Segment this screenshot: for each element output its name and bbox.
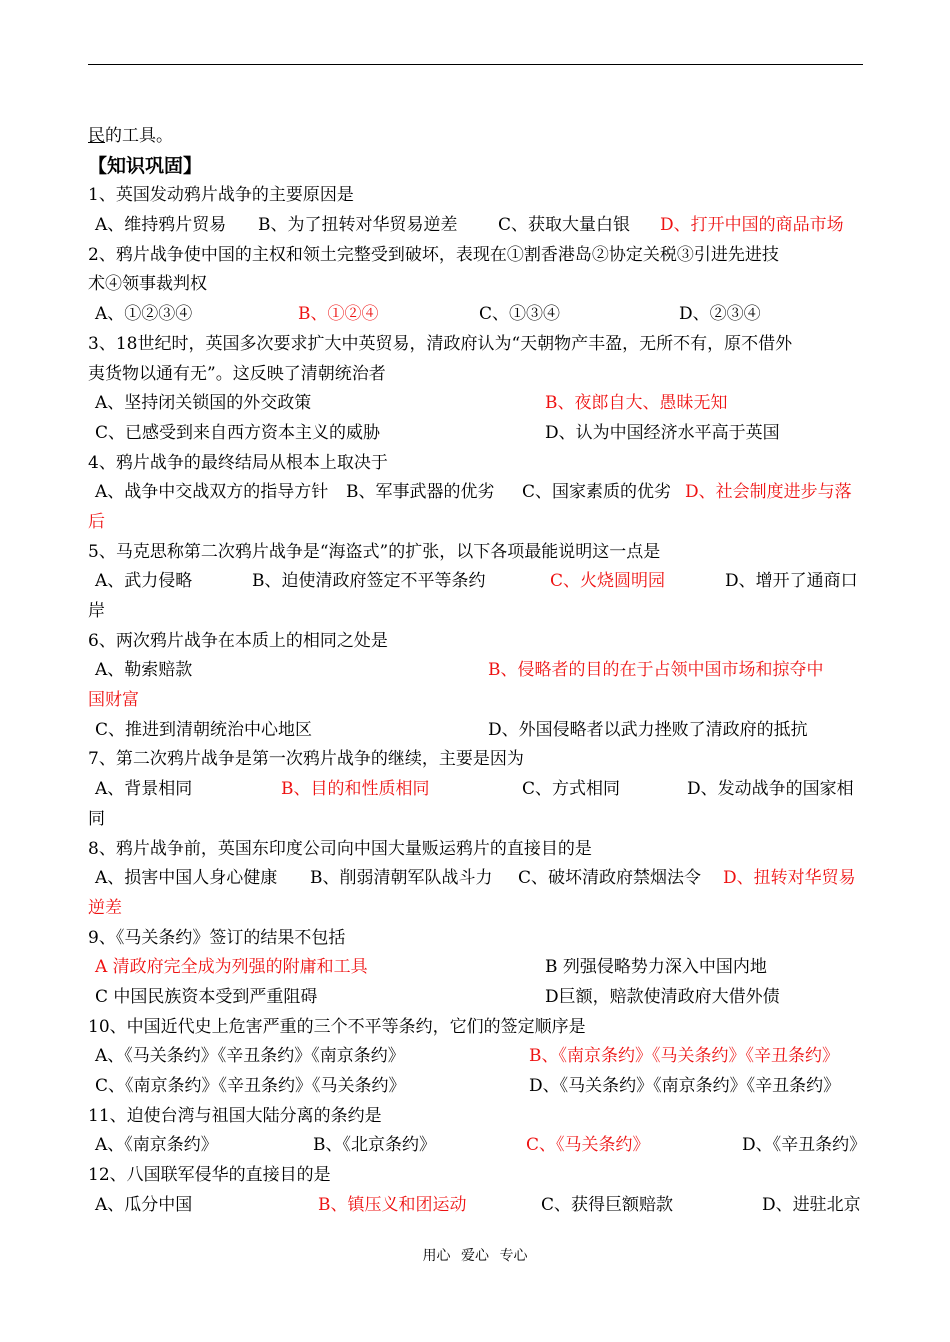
section-title: 【知识巩固】 (88, 154, 203, 177)
option-b-answer: B、目的和性质相同 (281, 779, 430, 800)
option-d: D、发动战争的国家相 (687, 779, 854, 800)
option-a: A、瓜分中国 (95, 1194, 193, 1215)
option-d-cont: 同 (88, 808, 105, 829)
question-10-stem: 10、中国近代史上危害严重的三个不平等条约，它们的签定顺序是 (88, 1016, 586, 1037)
question-3-options-row2 (88, 419, 863, 449)
option-d-answer: D、扭转对华贸易 (723, 868, 856, 889)
option-d: D、进驻北京 (762, 1194, 861, 1215)
option-b: B 列强侵略势力深入中国内地 (545, 957, 767, 978)
option-d: D巨额，赔款使清政府大借外债 (545, 986, 780, 1007)
question-3-options-row1 (88, 389, 863, 419)
option-a: A、武力侵略 (95, 571, 193, 592)
page-footer: 用心 爱心 专心 (422, 1248, 528, 1264)
question-6-options-row1 (88, 656, 863, 686)
question-5-stem: 5、马克思称第二次鸦片战争是“海盗式”的扩张，以下各项最能说明这一点是 (88, 541, 661, 562)
option-b: B、迫使清政府签定不平等条约 (252, 571, 486, 592)
option-a: A、坚持闭关锁国的外交政策 (95, 393, 312, 414)
option-a: A、《马关条约》《辛丑条约》《南京条约》 (95, 1046, 405, 1067)
option-d: D、②③④ (679, 304, 761, 325)
question-3-stem-cont: 夷货物以通有无”。这反映了清朝统治者 (88, 363, 386, 384)
option-b-answer: B、镇压义和团运动 (318, 1194, 467, 1215)
question-6-stem: 6、两次鸦片战争在本质上的相同之处是 (88, 630, 388, 651)
option-c: C、《南京条约》《辛丑条约》《马关条约》 (95, 1076, 406, 1096)
option-b: B、削弱清朝军队战斗力 (310, 868, 493, 889)
option-c: C、①③④ (479, 304, 561, 325)
option-d: D、增开了通商口 (725, 571, 858, 592)
question-10-options-row1 (88, 1042, 863, 1072)
option-c-answer: C、《马关条约》 (526, 1135, 650, 1156)
question-2-options (88, 300, 863, 330)
question-7-options (88, 775, 863, 805)
option-c: C、获得巨额赔款 (541, 1194, 674, 1215)
question-3-stem: 3、18世纪时，英国多次要求扩大中英贸易，清政府认为“天朝物产丰盈，无所不有，原不借外 (88, 333, 793, 354)
option-b-answer: B、侵略者的目的在于占领中国市场和掠夺中 (488, 660, 824, 681)
question-9-stem: 9、《马关条约》签订的结果不包括 (88, 927, 346, 948)
option-c: C、破坏清政府禁烟法令 (518, 868, 702, 889)
option-b-answer: B、①②④ (298, 304, 379, 325)
option-a-answer: A 清政府完全成为列强的附庸和工具 (95, 957, 368, 978)
option-d: D、《马关条约》《南京条约》《辛丑条约》 (529, 1076, 841, 1096)
question-4-stem: 4、鸦片战争的最终结局从根本上取决于 (88, 452, 388, 473)
option-d: D、《辛丑条约》 (742, 1135, 867, 1156)
question-9-options-row2 (88, 983, 863, 1013)
option-d: D、认为中国经济水平高于英国 (545, 422, 780, 443)
option-c: C、已感受到来自西方资本主义的威胁 (95, 422, 381, 443)
question-2-stem-cont: 术④领事裁判权 (88, 274, 207, 295)
option-b-answer: B、《南京条约》《马关条约》《辛丑条约》 (529, 1046, 839, 1067)
question-12-stem: 12、八国联军侵华的直接目的是 (88, 1165, 331, 1186)
option-c: C、方式相同 (522, 779, 621, 800)
option-a: A、勒索赔款 (95, 660, 193, 681)
option-a: A、战争中交战双方的指导方针 (95, 482, 329, 503)
question-2-stem: 2、鸦片战争使中国的主权和领土完整受到破坏，表现在①割香港岛②协定关税③引进先进技 (88, 244, 779, 265)
option-c: C、国家素质的优劣 (522, 482, 672, 503)
option-b-answer-cont: 国财富 (88, 690, 139, 711)
option-d-answer: D、打开中国的商品市场 (660, 215, 844, 236)
intro-line: 民的工具。 (88, 126, 173, 146)
question-5-options (88, 567, 863, 597)
option-d-cont: 岸 (88, 601, 105, 621)
option-a: A、损害中国人身心健康 (95, 868, 278, 889)
option-b: B、《北京条约》 (313, 1135, 436, 1156)
option-d-answer-cont: 逆差 (88, 897, 122, 918)
question-11-options (88, 1131, 867, 1161)
question-8-options (88, 864, 863, 894)
option-a: A、维持鸦片贸易 (95, 215, 227, 236)
question-9-options-row1 (88, 953, 863, 983)
question-1-stem: 1、英国发动鸦片战争的主要原因是 (88, 185, 354, 206)
question-6-options-row2 (88, 716, 863, 746)
document-body (88, 122, 867, 1220)
header-rule (88, 64, 863, 65)
question-10-options-row2 (88, 1072, 863, 1102)
question-1-options (88, 211, 863, 241)
option-c: C、推进到清朝统治中心地区 (95, 719, 313, 740)
option-b: B、为了扭转对华贸易逆差 (258, 215, 458, 236)
option-b-answer: B、夜郎自大、愚昧无知 (545, 393, 728, 414)
question-7-stem: 7、第二次鸦片战争是第一次鸦片战争的继续，主要是因为 (88, 749, 524, 770)
option-c: C 中国民族资本受到严重阻碍 (95, 986, 318, 1007)
question-4-options (88, 478, 863, 508)
question-11-stem: 11、迫使台湾与祖国大陆分离的条约是 (88, 1105, 382, 1126)
option-a: A、背景相同 (95, 779, 193, 800)
option-b: B、军事武器的优劣 (346, 482, 495, 503)
question-12-options (88, 1191, 863, 1221)
question-8-stem: 8、鸦片战争前，英国东印度公司向中国大量贩运鸦片的直接目的是 (88, 838, 592, 859)
option-a: A、《南京条约》 (95, 1135, 218, 1156)
option-a: A、①②③④ (95, 304, 193, 325)
option-d: D、外国侵略者以武力挫败了清政府的抵抗 (488, 719, 808, 740)
option-d-answer-cont: 后 (88, 511, 105, 532)
option-c-answer: C、火烧圆明园 (550, 571, 666, 592)
option-c: C、获取大量白银 (498, 215, 631, 236)
option-d-answer: D、社会制度进步与落 (685, 482, 852, 503)
